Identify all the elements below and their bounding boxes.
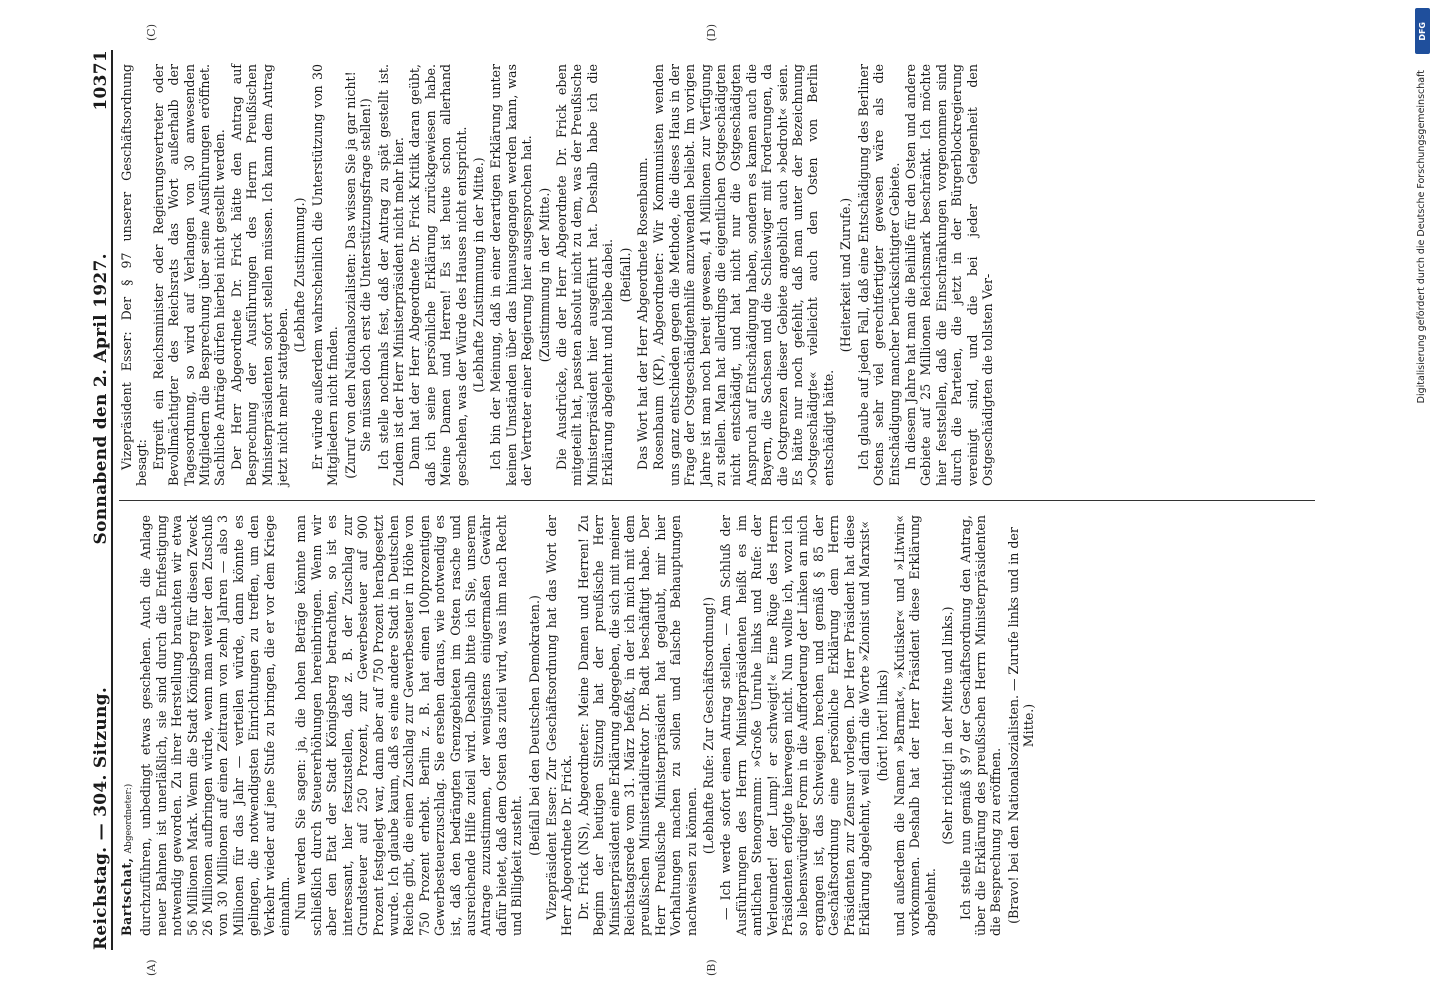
interjection: (Lebhafte Zustimmung.) [292,197,308,353]
paragraph: Dann hat der Herr Abgeordnete Dr. Frick Kritik daran geübt, daß ich seine persönliche Erklärung zurückgewiesen habe. Meine Damen und Herren! Es ist heute schon allerhand geschehen, was der Würde des Hauses nicht entspricht. [407,64,469,486]
paragraph: Ich glaube auf jeden Fall, daß eine Entschädigung des Berliner Ostens sehr viel gerechtfertigter gewesen wäre als die Entschädigung mancher berücksichtigter Gebiete. [855,64,902,486]
digitization-credit: Digitalisierung gefördert durch die Deutsche Forschungsgemeinschaft [1416,70,1427,404]
margin-marker-b: (B) [705,959,718,976]
paragraph: Vizepräsident Esser: Der § 97 unserer Geschäftsordnung besagt: [119,64,150,486]
paragraph: durchzuführen, unbedingt etwas geschehen. Auch die Anlage neuer Bahnen ist unerläßlich, sie sind durch die Entfestigung notwendig geworden. Zu ihrer Herstellung brauchten wir etwa 56 Millionen Mark. Wenn die Stadt Königsberg für diesen Zweck 26 Millionen aufbringen würde, wenn man weiter den Zuschuß von 30 Millionen auf einen Zeitraum von zehn Jahren — also 3 Millionen für das Jahr — verteilen würde, dann könnte es gelingen, die notwendigsten Einrichtungen zu treffen, um den Verkehr wieder auf jene Stufe zu bringen, die er vor dem Kriege einnahm. [138,515,293,936]
left-column [119,500,1315,950]
margin-marker-d: (D) [705,24,718,42]
interjection: (Bravo! bei den Nationalsozialisten. — Zurufe links und in der Mitte.) [1005,527,1037,924]
paragraph: Vizepräsident Esser: Zur Geschäftsordnung hat das Wort der Herr Abgeordnete Dr. Frick. [543,515,575,936]
paragraph: Er würde außerdem wahrscheinlich die Unterstützung von 30 Mitgliedern nicht finden. [309,64,341,486]
interjection: (Zustimmung in der Mitte.) [536,187,552,363]
header-date: Sonnabend den 2. April 1927. [91,253,111,545]
paragraph: Ich bin der Meinung, daß in einer derartigen Erklärung unter keinen Umständen über das hinausgegangen werden kann, was der Vertreter einer Regierung hier ausgesprochen hat. [488,64,535,486]
interjection: (Beifall.) [617,247,633,303]
paragraph: Nun werden Sie sagen: ja, die hohen Beträge könnte man schließlich durch Steuererhöhungen hereinbringen. Wenn wir aber den Etat der Stadt Königsberg betrachten, so ist es interessant, hier festzustellen, daß z. B. der Zuschlag zur Grundsteuer auf 250 Prozent, zur Gewerbesteuer auf 900 Prozent festgelegt war, dann aber auf 750 Prozent herabgesetzt wurde. Ich glaube kaum, daß es eine andere Stadt in Deutschen Reiche gibt, die einen Zuschlag zur Gewerbesteuer in Höhe von 750 Prozent erhebt. Berlin z. B. hat einen 100prozentigen Gewerbesteuerzuschlag. Sie ersehen daraus, wie notwendig es ist, daß den bedrängten Grenzgebieten im Osten rasche und ausreichende Hilfe zuteil wird. Deshalb bitte ich Sie, unserem Antrage zuzustimmen, der wenigstens einigermaßen Gewähr dafür bietet, daß dem Osten das zuteil wird, was ihm nach Recht und Billigkeit zusteht. [293,515,525,936]
paragraph: Ergreift ein Reichsminister oder Regierungsvertreter oder Bevollmächtigter des Reichsrats das Wort außerhalb der Tagesordnung, so wird auf Verlangen von 30 anwesenden Mitgliedern die Besprechung über seine Ausführungen eröffnet. Sachliche Anträge dürfen hierbei nicht gestellt werden. [150,64,228,486]
rotated-page-content [85,24,1315,976]
dfg-logo-icon: DFG [1415,8,1430,54]
interjection: (Heiterkeit und Zurufe.) [838,197,854,353]
interjection: (Lebhafte Rufe: Zur Geschäftsordnung!) [701,596,717,855]
paragraph: und außerdem die Namen »Barmat«, »Kutisker« und »Litwin« vorkommen. Deshalb hat der Herr Präsident diese Erklärung abgelehnt. [891,515,938,936]
speaker-role: Abgeordneter:) [124,783,134,854]
interjection: (Zuruf von den Nationalsozialisten: Das wissen Sie ja gar nicht! Sie müssen doch erst die Unterstützungsfrage stellen!) [342,71,374,479]
right-column [119,50,1315,500]
text-columns [119,50,1315,950]
margin-marker-a: (A) [145,959,158,976]
speaker-name: Bartschat, [119,857,134,936]
paragraph: Dr. Frick (NS), Abgeordneter: Meine Damen und Herren! Zu Beginn der heutigen Sitzung hat der preußische Herr Ministerpräsident eine Erklärung abgegeben, die sich mit meiner Reichstagsrede vom 31. März befaßt, in der ich mich mit dem preußischen Ministerialdirektor Dr. Badt beschäftigt habe. Der Herr Preußische Ministerpräsident hat geglaubt, mir hier Vorhaltungen machen zu sollen und falsche Behauptungen nachweisen zu können. [575,515,699,936]
interjection: (Sehr richtig! in der Mitte und links.) [940,606,956,845]
paragraph: In diesem Jahre hat man die Beihilfe für den Osten und andere Gebiete auf 25 Millionen Reichsmark beschränkt. Ich möchte hier feststellen, daß die Einschränkungen vorgenommen sind durch die Parteien, die jetzt in der Bürgerblockregierung vereinigt sind, und die bei jeder Gelegenheit den Ostgeschädigten die tollsten Ver- [902,64,995,486]
digitization-strip [1412,0,1434,1000]
interjection: (Beifall bei den Deutschen Demokraten.) [526,595,542,856]
paragraph: Rosenbaum (KP), Abgeordneter: Wir Kommunisten wenden uns ganz entschieden gegen die Methode, die dieses Haus in der Frage der Ostgeschädigtenhilfe anzuwenden beliebt. Im vorigen Jahre ist man noch bereit gewesen, 41 Millionen zur Verfügung zu stellen. Man hat allerdings die eigentlichen Ostgeschädigten nicht entschädigt, und hat nicht nur die Ostgeschädigten Anspruch auf Entschädigung haben, sondern es kamen auch die Bayern, die Sachsen und die Schleswiger mit Forderungen, da die Ostgrenzen dieser Gebiete angeblich auch »bedroht« seien. Es hätte nur noch gefehlt, daß man unter der Bezeichnung »Ostgeschädigte« vielleicht auch den Osten von Berlin entschädigt hätte. [651,64,836,486]
paragraph: Das Wort hat der Herr Abgeordnete Rosenbaum. [635,157,650,470]
margin-marker-c: (C) [145,24,158,41]
paragraph: Die Ausdrücke, die der Herr Abgeordnete Dr. Frick eben mitgeteilt hat, passten absolut nicht zu dem, was der Preußische Ministerpräsident hier ausgeführt hat. Deshalb habe ich die Erklärung abgelehnt und bleibe dabei. [553,64,616,486]
paragraph: Ich stelle nochmals fest, daß der Antrag zu spät gestellt ist. Zudem ist der Herr Ministerpräsident nicht mehr hier. [375,64,406,486]
interjection: (Lebhafte Zustimmung in der Mitte.) [470,157,486,393]
interjection: (hört! hört! links) [874,669,890,782]
header-left: Reichstag. — 304. Sitzung. [91,686,111,950]
paragraph: Der Herr Abgeordnete Dr. Frick hätte den Antrag auf Besprechung der Ausführungen des Herrn Preußischen Ministerpräsidenten sofort stellen müssen. Ich kann dem Antrag jetzt nicht mehr stattgeben. [228,64,291,486]
paragraph: Ich stelle nun gemäß § 97 der Geschäftsordnung den Antrag, über die Erklärung des preußischen Herrn Ministerpräsidenten die Besprechung zu eröffnen. [957,515,1004,936]
page-header [85,50,113,950]
page-number: 10371 [91,50,111,111]
speaker-line [119,515,137,936]
paragraph: — Ich werde sofort einen Antrag stellen. — Am Schluß der Ausführungen des Herrn Ministerpräsidenten heißt es im amtlichen Stenogramm: »Große Unruhe links und Rufe: der Verleumder! der Lump! er schweigt!« Eine Rüge des Herrn Präsidenten erfolgte hierwegen nicht. Nun wollte ich, wozu ich so liebenswürdiger Form in die Aufforderung der Linken an mich ergangen ist, das Schweigen brechen und gemäß § 85 der Geschäftsordnung eine persönliche Erklärung dem Herrn Präsidenten zur Zensur vorlegen. Der Herr Präsident hat diese Erklärung abgelehnt, weil darin die Worte »Zionist und Marxist« [718,515,873,936]
